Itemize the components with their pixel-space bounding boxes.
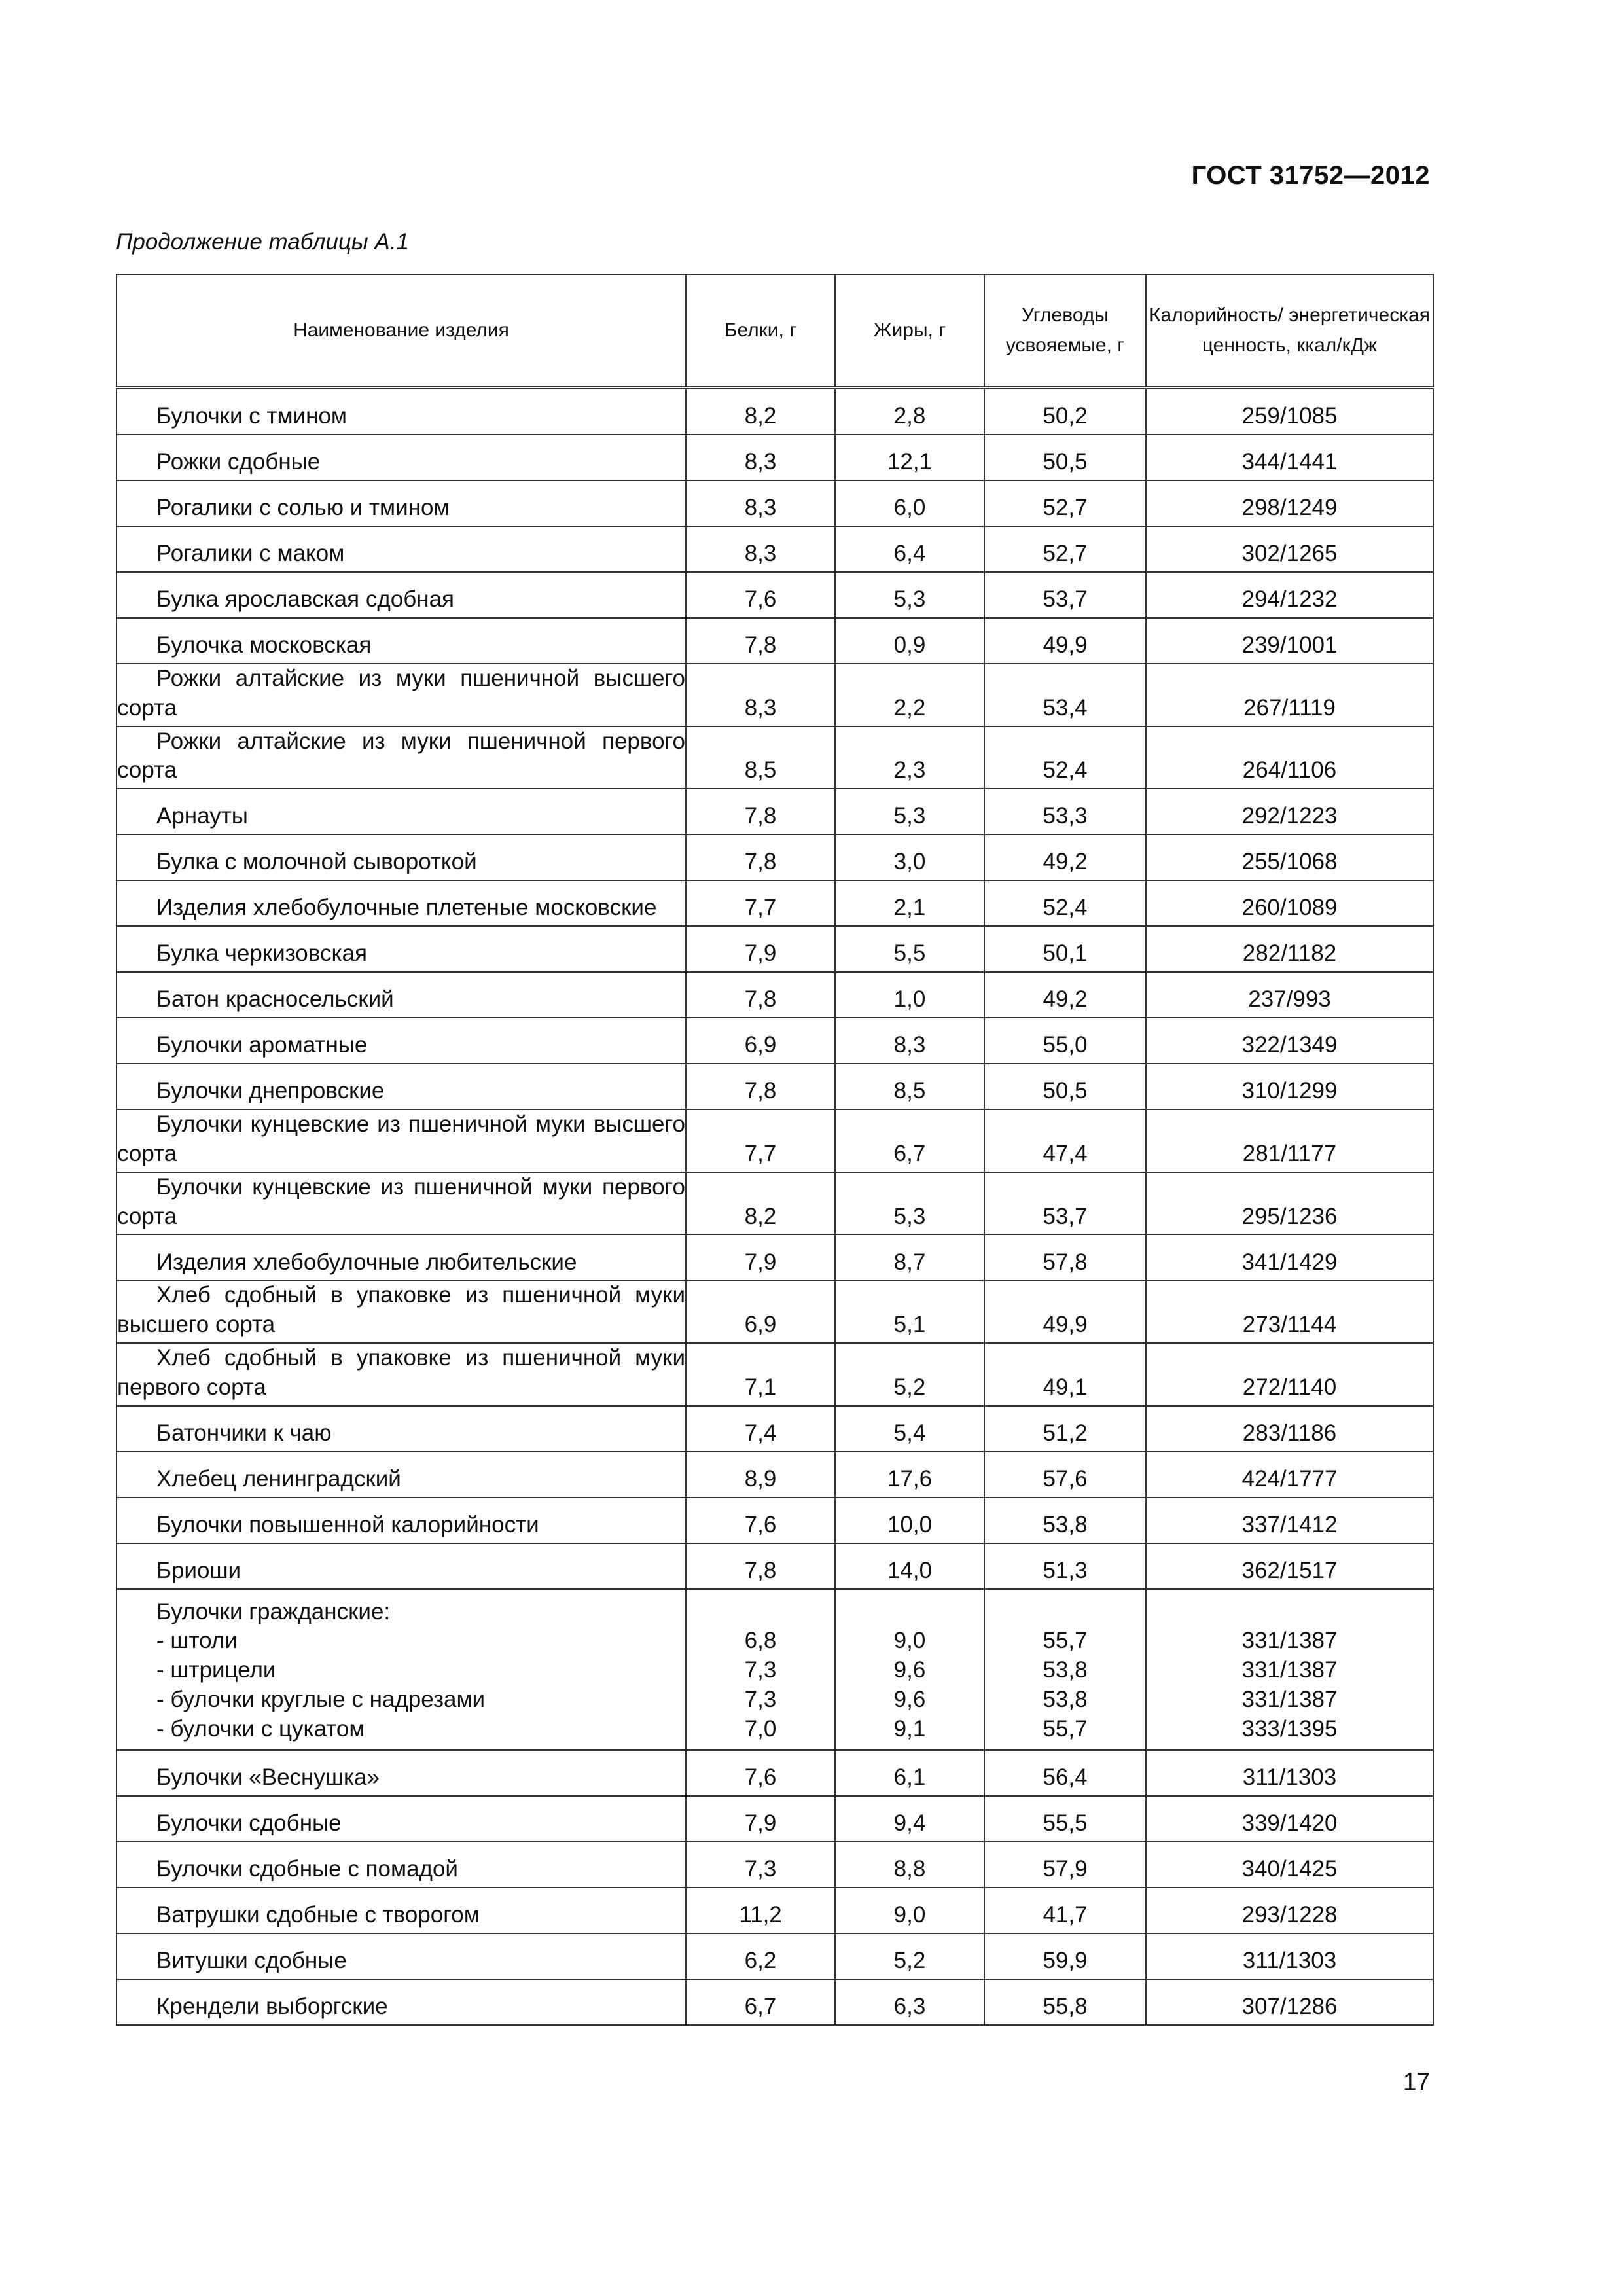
- carbs-cell: 59,9: [984, 1933, 1146, 1979]
- protein-cell: 7,8: [686, 972, 835, 1018]
- group-item-carbs: 55,7: [1043, 1628, 1088, 1654]
- group-fat-cell: [835, 1589, 984, 1750]
- energy-cell: 311/1303: [1146, 1933, 1433, 1979]
- group-title: Булочки гражданские:: [156, 1598, 391, 1624]
- name-cell: Рогалики с солью и тмином: [116, 480, 686, 526]
- fat-cell: 17,6: [835, 1452, 984, 1498]
- energy-cell: 339/1420: [1146, 1796, 1433, 1842]
- name-cell: Батон красносельский: [116, 972, 686, 1018]
- group-item-energy: 331/1387: [1241, 1657, 1338, 1683]
- carbs-cell: 55,5: [984, 1796, 1146, 1842]
- protein-cell: 7,8: [686, 789, 835, 834]
- fat-cell: 6,4: [835, 526, 984, 572]
- table-row: [116, 834, 1433, 880]
- carbs-cell: 49,9: [984, 1280, 1146, 1343]
- name-cell: Булочки ароматные: [116, 1018, 686, 1064]
- name-cell: Булка ярославская сдобная: [116, 572, 686, 618]
- energy-cell: 337/1412: [1146, 1498, 1433, 1543]
- protein-cell: 6,2: [686, 1933, 835, 1979]
- protein-cell: 7,6: [686, 1750, 835, 1796]
- column-header-carbs: Углеводы усвояемые, г: [984, 274, 1146, 388]
- protein-cell: 6,7: [686, 1979, 835, 2025]
- energy-cell: 340/1425: [1146, 1842, 1433, 1888]
- energy-cell: 293/1228: [1146, 1888, 1433, 1933]
- fat-cell: 5,3: [835, 789, 984, 834]
- table-row: [116, 618, 1433, 664]
- group-item-energy: 331/1387: [1241, 1686, 1338, 1712]
- protein-cell: 8,9: [686, 1452, 835, 1498]
- name-cell: Булка черкизовская: [116, 926, 686, 972]
- name-cell: Хлеб сдобный в упаковке из пшеничной муки высшего сорта: [116, 1280, 686, 1343]
- table-row: [116, 480, 1433, 526]
- group-item-carbs: 53,8: [1043, 1657, 1088, 1683]
- name-cell: Арнауты: [116, 789, 686, 834]
- table-row: [116, 1979, 1433, 2025]
- fat-cell: 6,7: [835, 1109, 984, 1172]
- document-code: ГОСТ 31752—2012: [1191, 161, 1430, 190]
- protein-cell: 11,2: [686, 1888, 835, 1933]
- carbs-cell: 53,7: [984, 1172, 1146, 1235]
- protein-cell: 6,9: [686, 1018, 835, 1064]
- table-row: [116, 526, 1433, 572]
- name-cell: Бриоши: [116, 1543, 686, 1589]
- fat-cell: 5,2: [835, 1933, 984, 1979]
- nutrition-table: [116, 274, 1434, 2026]
- fat-cell: 14,0: [835, 1543, 984, 1589]
- name-cell: Рожки алтайские из муки пшеничной высшего сорта: [116, 664, 686, 726]
- energy-cell: 273/1144: [1146, 1280, 1433, 1343]
- energy-cell: 260/1089: [1146, 880, 1433, 926]
- fat-cell: 5,3: [835, 1172, 984, 1235]
- name-cell: Хлеб сдобный в упаковке из пшеничной муки первого сорта: [116, 1343, 686, 1406]
- carbs-cell: 53,8: [984, 1498, 1146, 1543]
- protein-cell: 7,6: [686, 1498, 835, 1543]
- table-row: [116, 1452, 1433, 1498]
- fat-cell: 2,2: [835, 664, 984, 726]
- table-row: [116, 1543, 1433, 1589]
- fat-cell: 5,5: [835, 926, 984, 972]
- table-row: [116, 972, 1433, 1018]
- name-cell: Булочки сдобные с помадой: [116, 1842, 686, 1888]
- carbs-cell: 41,7: [984, 1888, 1146, 1933]
- table-row: [116, 664, 1433, 726]
- group-item-name: - штоли: [156, 1628, 238, 1654]
- group-protein-cell: [686, 1589, 835, 1750]
- group-item-fat: 9,0: [893, 1628, 926, 1654]
- group-carbs-cell: [984, 1589, 1146, 1750]
- fat-cell: 6,3: [835, 1979, 984, 2025]
- group-item-name: - булочки круглые с надрезами: [156, 1686, 486, 1712]
- protein-cell: 8,5: [686, 726, 835, 789]
- table-row: [116, 1234, 1433, 1280]
- carbs-cell: 57,6: [984, 1452, 1146, 1498]
- carbs-cell: 55,0: [984, 1018, 1146, 1064]
- carbs-cell: 57,9: [984, 1842, 1146, 1888]
- column-header-name: Наименование изделия: [116, 274, 686, 388]
- group-item-protein: 7,3: [744, 1657, 777, 1683]
- table-caption: Продолжение таблицы А.1: [116, 229, 409, 255]
- fat-cell: 8,7: [835, 1234, 984, 1280]
- fat-cell: 8,3: [835, 1018, 984, 1064]
- table-row: [116, 572, 1433, 618]
- fat-cell: 5,2: [835, 1343, 984, 1406]
- protein-cell: 7,7: [686, 1109, 835, 1172]
- name-cell: Хлебец ленинградский: [116, 1452, 686, 1498]
- table-row: [116, 880, 1433, 926]
- fat-cell: 9,0: [835, 1888, 984, 1933]
- fat-cell: 9,4: [835, 1796, 984, 1842]
- fat-cell: 2,8: [835, 388, 984, 435]
- carbs-cell: 47,4: [984, 1109, 1146, 1172]
- energy-cell: 307/1286: [1146, 1979, 1433, 2025]
- table-row: [116, 726, 1433, 789]
- protein-cell: 7,9: [686, 1796, 835, 1842]
- group-item-fat: 9,1: [893, 1715, 926, 1742]
- energy-cell: 341/1429: [1146, 1234, 1433, 1280]
- table-row: [116, 435, 1433, 480]
- energy-cell: 239/1001: [1146, 618, 1433, 664]
- carbs-cell: 49,1: [984, 1343, 1146, 1406]
- group-item-protein: 7,3: [744, 1686, 777, 1712]
- table-row: [116, 926, 1433, 972]
- protein-cell: 7,8: [686, 834, 835, 880]
- carbs-cell: 49,2: [984, 834, 1146, 880]
- energy-cell: 267/1119: [1146, 664, 1433, 726]
- energy-cell: 298/1249: [1146, 480, 1433, 526]
- table-row: [116, 789, 1433, 834]
- column-header-fat: Жиры, г: [835, 274, 984, 388]
- group-item-energy: 331/1387: [1241, 1628, 1338, 1654]
- name-cell: Булка с молочной сывороткой: [116, 834, 686, 880]
- fat-cell: 6,0: [835, 480, 984, 526]
- table-row: [116, 1933, 1433, 1979]
- name-cell: Рогалики с маком: [116, 526, 686, 572]
- table-row: [116, 1018, 1433, 1064]
- energy-cell: 322/1349: [1146, 1018, 1433, 1064]
- name-cell: Булочки днепровские: [116, 1064, 686, 1109]
- table-row: [116, 1750, 1433, 1796]
- name-cell: Изделия хлебобулочные любительские: [116, 1234, 686, 1280]
- energy-cell: 292/1223: [1146, 789, 1433, 834]
- protein-cell: 7,9: [686, 1234, 835, 1280]
- carbs-cell: 50,5: [984, 435, 1146, 480]
- table-row: [116, 1064, 1433, 1109]
- fat-cell: 3,0: [835, 834, 984, 880]
- energy-cell: 344/1441: [1146, 435, 1433, 480]
- fat-cell: 6,1: [835, 1750, 984, 1796]
- name-cell: Батончики к чаю: [116, 1406, 686, 1452]
- name-cell: Булочки «Веснушка»: [116, 1750, 686, 1796]
- table-row: [116, 1842, 1433, 1888]
- protein-cell: 7,8: [686, 618, 835, 664]
- column-header-protein: Белки, г: [686, 274, 835, 388]
- protein-cell: 7,7: [686, 880, 835, 926]
- table-row: [116, 1280, 1433, 1343]
- fat-cell: 8,5: [835, 1064, 984, 1109]
- protein-cell: 8,3: [686, 526, 835, 572]
- fat-cell: 5,1: [835, 1280, 984, 1343]
- energy-cell: 295/1236: [1146, 1172, 1433, 1235]
- group-item-protein: 6,8: [744, 1628, 777, 1654]
- protein-cell: 8,2: [686, 388, 835, 435]
- energy-cell: 362/1517: [1146, 1543, 1433, 1589]
- carbs-cell: 55,8: [984, 1979, 1146, 2025]
- energy-cell: 283/1186: [1146, 1406, 1433, 1452]
- carbs-cell: 53,3: [984, 789, 1146, 834]
- carbs-cell: 53,7: [984, 572, 1146, 618]
- carbs-cell: 52,4: [984, 726, 1146, 789]
- table-body-after: [116, 1750, 1433, 2025]
- fat-cell: 1,0: [835, 972, 984, 1018]
- fat-cell: 2,1: [835, 880, 984, 926]
- carbs-cell: 52,7: [984, 526, 1146, 572]
- name-cell: Булочки кунцевские из пшеничной муки высшего сорта: [116, 1109, 686, 1172]
- group-item-name: - булочки с цукатом: [156, 1715, 365, 1742]
- energy-cell: 424/1777: [1146, 1452, 1433, 1498]
- energy-cell: 255/1068: [1146, 834, 1433, 880]
- name-cell: Булочки с тмином: [116, 388, 686, 435]
- protein-cell: 7,6: [686, 572, 835, 618]
- protein-cell: 8,3: [686, 435, 835, 480]
- energy-cell: 237/993: [1146, 972, 1433, 1018]
- table-row: [116, 1172, 1433, 1235]
- protein-cell: 6,9: [686, 1280, 835, 1343]
- table-row-group: [116, 1589, 1433, 1750]
- protein-cell: 7,9: [686, 926, 835, 972]
- group-item-carbs: 55,7: [1043, 1715, 1088, 1742]
- table-row: [116, 388, 1433, 435]
- name-cell: Булочки повышенной калорийности: [116, 1498, 686, 1543]
- carbs-cell: 56,4: [984, 1750, 1146, 1796]
- protein-cell: 7,8: [686, 1064, 835, 1109]
- name-cell: Витушки сдобные: [116, 1933, 686, 1979]
- group-name-cell: [116, 1589, 686, 1750]
- name-cell: Булочка московская: [116, 618, 686, 664]
- name-cell: Изделия хлебобулочные плетеные московские: [116, 880, 686, 926]
- group-energy-cell: [1146, 1589, 1433, 1750]
- energy-cell: 281/1177: [1146, 1109, 1433, 1172]
- energy-cell: 294/1232: [1146, 572, 1433, 618]
- carbs-cell: 51,2: [984, 1406, 1146, 1452]
- group-item-carbs: 53,8: [1043, 1686, 1088, 1712]
- table-row: [116, 1406, 1433, 1452]
- carbs-cell: 49,9: [984, 618, 1146, 664]
- fat-cell: 5,3: [835, 572, 984, 618]
- name-cell: Рожки алтайские из муки пшеничной первого сорта: [116, 726, 686, 789]
- protein-cell: 7,1: [686, 1343, 835, 1406]
- energy-cell: 272/1140: [1146, 1343, 1433, 1406]
- name-cell: Крендели выборгские: [116, 1979, 686, 2025]
- carbs-cell: 52,7: [984, 480, 1146, 526]
- energy-cell: 310/1299: [1146, 1064, 1433, 1109]
- name-cell: Рожки сдобные: [116, 435, 686, 480]
- table-body-group: [116, 1589, 1433, 1750]
- name-cell: Булочки сдобные: [116, 1796, 686, 1842]
- protein-cell: 8,3: [686, 664, 835, 726]
- protein-cell: 8,3: [686, 480, 835, 526]
- group-item-name: - штрицели: [156, 1657, 276, 1683]
- name-cell: Ватрушки сдобные с творогом: [116, 1888, 686, 1933]
- table-row: [116, 1498, 1433, 1543]
- table-row: [116, 1109, 1433, 1172]
- carbs-cell: 53,4: [984, 664, 1146, 726]
- protein-cell: 7,3: [686, 1842, 835, 1888]
- carbs-cell: 50,1: [984, 926, 1146, 972]
- table-row: [116, 1343, 1433, 1406]
- page-number: 17: [1402, 2068, 1430, 2095]
- group-item-energy: 333/1395: [1241, 1715, 1338, 1742]
- energy-cell: 259/1085: [1146, 388, 1433, 435]
- carbs-cell: 50,5: [984, 1064, 1146, 1109]
- table-row: [116, 1888, 1433, 1933]
- protein-cell: 8,2: [686, 1172, 835, 1235]
- table-body: [116, 388, 1433, 1589]
- energy-cell: 311/1303: [1146, 1750, 1433, 1796]
- group-item-protein: 7,0: [744, 1715, 777, 1742]
- fat-cell: 12,1: [835, 435, 984, 480]
- energy-cell: 302/1265: [1146, 526, 1433, 572]
- energy-cell: 264/1106: [1146, 726, 1433, 789]
- protein-cell: 7,8: [686, 1543, 835, 1589]
- table-header-row: [116, 274, 1433, 388]
- carbs-cell: 52,4: [984, 880, 1146, 926]
- energy-cell: 282/1182: [1146, 926, 1433, 972]
- carbs-cell: 51,3: [984, 1543, 1146, 1589]
- fat-cell: 10,0: [835, 1498, 984, 1543]
- table-row: [116, 1796, 1433, 1842]
- fat-cell: 8,8: [835, 1842, 984, 1888]
- fat-cell: 0,9: [835, 618, 984, 664]
- carbs-cell: 57,8: [984, 1234, 1146, 1280]
- fat-cell: 5,4: [835, 1406, 984, 1452]
- column-header-energy: Калорийность/ энергетическая ценность, ккал/кДж: [1146, 274, 1433, 388]
- group-item-fat: 9,6: [893, 1657, 926, 1683]
- carbs-cell: 49,2: [984, 972, 1146, 1018]
- name-cell: Булочки кунцевские из пшеничной муки первого сорта: [116, 1172, 686, 1235]
- carbs-cell: 50,2: [984, 388, 1146, 435]
- fat-cell: 2,3: [835, 726, 984, 789]
- protein-cell: 7,4: [686, 1406, 835, 1452]
- group-item-fat: 9,6: [893, 1686, 926, 1712]
